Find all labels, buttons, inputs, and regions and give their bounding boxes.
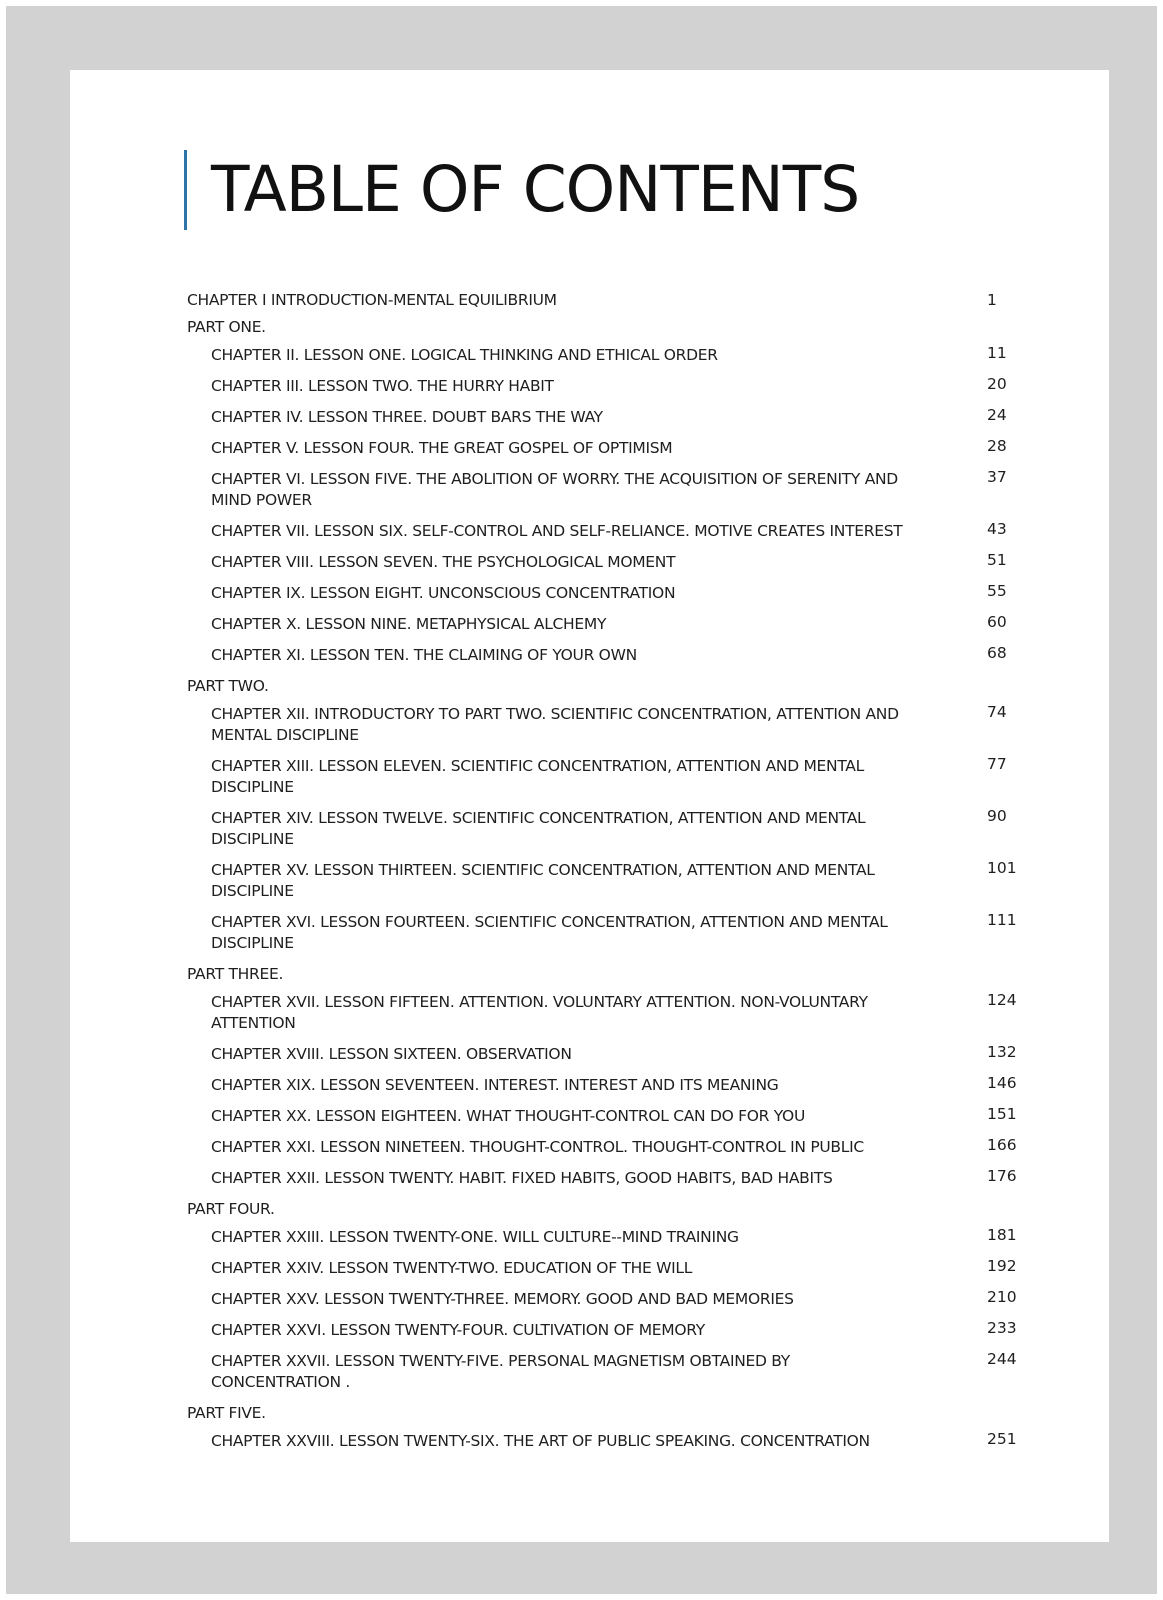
toc-entry-title: CHAPTER XXVII. LESSON TWENTY-FIVE. PERSONAL MAGNETISM OBTAINED BY CONCENTRATION . bbox=[211, 1352, 790, 1391]
toc-entry-title: CHAPTER XII. INTRODUCTORY TO PART TWO. SCIENTIFIC CONCENTRATION, ATTENTION AND MENTAL DISCIPLINE bbox=[211, 705, 899, 744]
toc-entry-title: CHAPTER II. LESSON ONE. LOGICAL THINKING AND ETHICAL ORDER bbox=[211, 346, 718, 364]
toc-entry-title: CHAPTER VI. LESSON FIVE. THE ABOLITION OF WORRY. THE ACQUISITION OF SERENITY AND MIND POWER bbox=[211, 470, 898, 509]
toc-page-number: 132 bbox=[987, 1043, 1017, 1061]
toc-page-number: 74 bbox=[987, 703, 1007, 721]
toc-page-number: 166 bbox=[987, 1136, 1017, 1154]
toc-entry-title: CHAPTER XXIV. LESSON TWENTY-TWO. EDUCATION OF THE WILL bbox=[211, 1259, 693, 1277]
toc-entry[interactable] bbox=[187, 860, 1032, 902]
toc-entry-title: CHAPTER XXVI. LESSON TWENTY-FOUR. CULTIVATION OF MEMORY bbox=[211, 1321, 705, 1339]
toc-entry-title: CHAPTER VII. LESSON SIX. SELF-CONTROL AND SELF-RELIANCE. MOTIVE CREATES INTEREST bbox=[211, 522, 903, 540]
toc-entry-title: PART FOUR. bbox=[187, 1200, 275, 1218]
toc-entry[interactable] bbox=[187, 407, 1032, 428]
toc-page-number: 43 bbox=[987, 520, 1007, 538]
toc-entry-title: CHAPTER III. LESSON TWO. THE HURRY HABIT bbox=[211, 377, 554, 395]
toc-page-number: 77 bbox=[987, 755, 1007, 773]
toc-entry-title: CHAPTER X. LESSON NINE. METAPHYSICAL ALCHEMY bbox=[211, 615, 607, 633]
toc-entry-title: CHAPTER XXI. LESSON NINETEEN. THOUGHT-CONTROL. THOUGHT-CONTROL IN PUBLIC bbox=[211, 1138, 864, 1156]
toc-entry-title: CHAPTER XXIII. LESSON TWENTY-ONE. WILL CULTURE--MIND TRAINING bbox=[211, 1228, 739, 1246]
toc-entry[interactable] bbox=[187, 992, 1032, 1034]
toc-entry[interactable] bbox=[187, 438, 1032, 459]
toc-entry[interactable] bbox=[187, 1168, 1032, 1189]
toc-page-number: 244 bbox=[987, 1350, 1017, 1368]
toc-entry-title: PART ONE. bbox=[187, 318, 266, 336]
toc-entry[interactable] bbox=[187, 645, 1032, 666]
toc-part-heading[interactable] bbox=[187, 964, 1032, 985]
page-title: TABLE OF CONTENTS bbox=[211, 153, 860, 226]
toc-entry[interactable] bbox=[187, 704, 1032, 746]
toc-entry[interactable] bbox=[187, 614, 1032, 635]
toc-entry-title: CHAPTER XIII. LESSON ELEVEN. SCIENTIFIC CONCENTRATION, ATTENTION AND MENTAL DISCIPLINE bbox=[211, 757, 864, 796]
toc-page-number: 192 bbox=[987, 1257, 1017, 1275]
toc-page-number: 90 bbox=[987, 807, 1007, 825]
toc-entry[interactable] bbox=[187, 1137, 1032, 1158]
toc-entry[interactable] bbox=[187, 1075, 1032, 1096]
toc-entry[interactable] bbox=[187, 469, 1032, 511]
toc-entry-title: CHAPTER XXVIII. LESSON TWENTY-SIX. THE ART OF PUBLIC SPEAKING. CONCENTRATION bbox=[211, 1432, 870, 1450]
toc-page-number: 37 bbox=[987, 468, 1007, 486]
toc-page-number: 60 bbox=[987, 613, 1007, 631]
toc-entry-title: CHAPTER XI. LESSON TEN. THE CLAIMING OF YOUR OWN bbox=[211, 646, 637, 664]
title-accent-bar bbox=[184, 150, 859, 230]
toc-entry[interactable] bbox=[187, 756, 1032, 798]
toc-entry[interactable] bbox=[187, 1258, 1032, 1279]
toc-entry-title: PART THREE. bbox=[187, 965, 284, 983]
toc-page-number: 151 bbox=[987, 1105, 1017, 1123]
toc-entry[interactable] bbox=[187, 1289, 1032, 1310]
toc-part-heading[interactable] bbox=[187, 676, 1032, 697]
toc-page-number: 11 bbox=[987, 344, 1007, 362]
toc-entry-title: CHAPTER XIV. LESSON TWELVE. SCIENTIFIC CONCENTRATION, ATTENTION AND MENTAL DISCIPLINE bbox=[211, 809, 866, 848]
toc-page-number: 111 bbox=[987, 911, 1017, 929]
toc-entry[interactable] bbox=[187, 345, 1032, 366]
toc-entry[interactable] bbox=[187, 1106, 1032, 1127]
toc-entry[interactable] bbox=[187, 583, 1032, 604]
toc-part-heading[interactable] bbox=[187, 1199, 1032, 1220]
toc-page-number: 28 bbox=[987, 437, 1007, 455]
toc-page-number: 20 bbox=[987, 375, 1007, 393]
toc-entry-title: CHAPTER IV. LESSON THREE. DOUBT BARS THE WAY bbox=[211, 408, 603, 426]
toc-entry[interactable] bbox=[187, 1320, 1032, 1341]
toc-page-number: 24 bbox=[987, 406, 1007, 424]
toc-entry[interactable] bbox=[187, 1431, 1032, 1452]
toc-entry-title: CHAPTER XXII. LESSON TWENTY. HABIT. FIXED HABITS, GOOD HABITS, BAD HABITS bbox=[211, 1169, 833, 1187]
toc-entry[interactable] bbox=[187, 1351, 1032, 1393]
toc-page-number: 233 bbox=[987, 1319, 1017, 1337]
toc-page-number: 51 bbox=[987, 551, 1007, 569]
toc-entry[interactable] bbox=[187, 1227, 1032, 1248]
table-of-contents bbox=[187, 290, 1032, 1462]
toc-page-number: 251 bbox=[987, 1430, 1017, 1448]
toc-entry[interactable] bbox=[187, 521, 1032, 542]
toc-entry[interactable] bbox=[187, 552, 1032, 573]
page-frame bbox=[6, 6, 1157, 1594]
toc-page-number: 210 bbox=[987, 1288, 1017, 1306]
toc-entry-title: CHAPTER XIX. LESSON SEVENTEEN. INTEREST. INTEREST AND ITS MEANING bbox=[211, 1076, 779, 1094]
toc-part-heading[interactable] bbox=[187, 1403, 1032, 1424]
toc-entry-title: CHAPTER VIII. LESSON SEVEN. THE PSYCHOLOGICAL MOMENT bbox=[211, 553, 676, 571]
toc-entry-title: CHAPTER I INTRODUCTION-MENTAL EQUILIBRIUM bbox=[187, 291, 557, 309]
toc-page-number: 146 bbox=[987, 1074, 1017, 1092]
toc-entry[interactable] bbox=[187, 1044, 1032, 1065]
toc-entry-title: CHAPTER XV. LESSON THIRTEEN. SCIENTIFIC CONCENTRATION, ATTENTION AND MENTAL DISCIPLINE bbox=[211, 861, 875, 900]
toc-entry[interactable] bbox=[187, 808, 1032, 850]
toc-entry-title: CHAPTER XVI. LESSON FOURTEEN. SCIENTIFIC CONCENTRATION, ATTENTION AND MENTAL DISCIPLINE bbox=[211, 913, 888, 952]
toc-page-number: 181 bbox=[987, 1226, 1017, 1244]
toc-entry-title: CHAPTER IX. LESSON EIGHT. UNCONSCIOUS CONCENTRATION bbox=[211, 584, 676, 602]
toc-entry-title: CHAPTER XX. LESSON EIGHTEEN. WHAT THOUGHT-CONTROL CAN DO FOR YOU bbox=[211, 1107, 805, 1125]
document-page bbox=[70, 70, 1109, 1542]
toc-part-heading[interactable] bbox=[187, 317, 1032, 338]
toc-page-number: 68 bbox=[987, 644, 1007, 662]
toc-entry[interactable] bbox=[187, 376, 1032, 397]
toc-page-number: 101 bbox=[987, 859, 1017, 877]
toc-page-number: 176 bbox=[987, 1167, 1017, 1185]
toc-page-number: 124 bbox=[987, 991, 1017, 1009]
toc-page-number: 1 bbox=[987, 291, 997, 309]
toc-entry-title: CHAPTER XXV. LESSON TWENTY-THREE. MEMORY. GOOD AND BAD MEMORIES bbox=[211, 1290, 794, 1308]
toc-entry-title: CHAPTER XVII. LESSON FIFTEEN. ATTENTION. VOLUNTARY ATTENTION. NON-VOLUNTARY ATTENTION bbox=[211, 993, 868, 1032]
toc-entry[interactable] bbox=[187, 290, 1032, 311]
toc-page-number: 55 bbox=[987, 582, 1007, 600]
toc-entry-title: CHAPTER V. LESSON FOUR. THE GREAT GOSPEL OF OPTIMISM bbox=[211, 439, 673, 457]
toc-entry-title: CHAPTER XVIII. LESSON SIXTEEN. OBSERVATION bbox=[211, 1045, 572, 1063]
toc-entry-title: PART TWO. bbox=[187, 677, 269, 695]
toc-entry[interactable] bbox=[187, 912, 1032, 954]
toc-entry-title: PART FIVE. bbox=[187, 1404, 266, 1422]
